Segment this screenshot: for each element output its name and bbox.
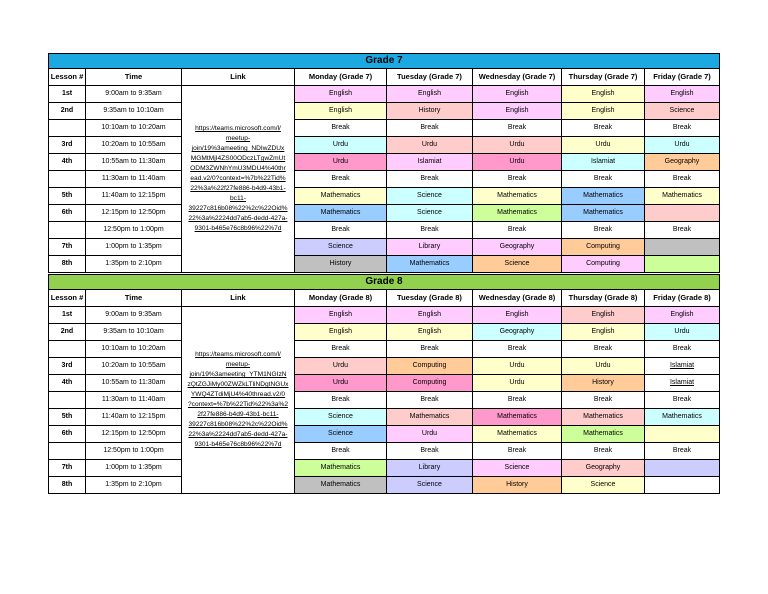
subject-cell: Science [473,460,562,477]
lesson-number: 6th [49,205,86,222]
meeting-link[interactable] [182,86,295,273]
subject-cell: English [562,307,645,324]
lesson-time: 11:30am to 11:40am [86,392,182,409]
subject-cell: Mathematics [473,409,562,426]
header-day: Friday (Grade 8) [645,290,720,307]
subject-cell: Urdu [562,137,645,154]
subject-cell: Computing [387,375,473,392]
lesson-time: 9:35am to 10:10am [86,324,182,341]
subject-cell: Urdu [387,137,473,154]
lesson-time: 10:20am to 10:55am [86,358,182,375]
header-time: Time [86,290,182,307]
subject-cell: Break [645,443,720,460]
subject-cell: Geography [562,460,645,477]
header-link: Link [182,69,295,86]
lesson-time: 12:50pm to 1:00pm [86,222,182,239]
table-row [49,443,720,460]
grade8-timetable [48,274,720,494]
subject-cell: English [387,324,473,341]
subject-cell: English [562,324,645,341]
table-row [49,341,720,358]
header-day: Thursday (Grade 8) [562,290,645,307]
lesson-time: 10:20am to 10:55am [86,137,182,154]
lesson-time: 9:35am to 10:10am [86,103,182,120]
header-day: Monday (Grade 8) [295,290,387,307]
subject-cell: Break [473,443,562,460]
meeting-link-line[interactable]: 22%3a%22f27fe886-b4d9-43b1- [190,185,286,192]
subject-cell: Geography [473,324,562,341]
subject-cell: Library [387,460,473,477]
header-day: Wednesday (Grade 8) [473,290,562,307]
lesson-number: 7th [49,239,86,256]
lesson-number [49,341,86,358]
subject-cell: Break [562,222,645,239]
subject-cell: English [295,307,387,324]
subject-cell: Science [473,256,562,273]
header-day: Tuesday (Grade 8) [387,290,473,307]
header-lesson: Lesson # [49,290,86,307]
subject-cell: Islamiat [562,154,645,171]
meeting-link-line[interactable]: 9301-b465e76c8b96%22%7d [194,225,282,232]
lesson-time: 9:00am to 9:35am [86,86,182,103]
lesson-time: 1:00pm to 1:35pm [86,239,182,256]
meeting-link-line[interactable]: 22%3a%2224dd7ab5-dedd-427a- [188,431,288,438]
subject-cell: English [295,86,387,103]
lesson-time: 11:40am to 12:15pm [86,409,182,426]
table-row [49,188,720,205]
subject-cell: Break [295,392,387,409]
grade8-title: Grade 8 [49,275,720,290]
table-row [49,307,720,324]
subject-cell: Break [645,341,720,358]
lesson-number: 4th [49,375,86,392]
table-row [49,426,720,443]
subject-cell: Mathematics [562,409,645,426]
lesson-time: 10:55am to 11:30am [86,375,182,392]
table-row [49,171,720,188]
meeting-link-line[interactable]: ODM3ZWNhYmU3MDU4%40thr [190,165,286,172]
subject-cell: English [387,307,473,324]
meeting-link-line[interactable]: meetup- [225,361,251,368]
table-row [49,409,720,426]
meeting-link-line[interactable]: ?context=%7b%22Tid%22%3a%2 [187,401,288,408]
grade7-title-row [49,54,720,69]
subject-cell: English [473,103,562,120]
subject-cell: History [473,477,562,494]
table-row [49,205,720,222]
subject-cell: Urdu [295,375,387,392]
subject-cell [645,239,720,256]
subject-cell: Science [387,188,473,205]
lesson-time: 10:10am to 10:20am [86,120,182,137]
subject-cell: Break [645,120,720,137]
lesson-number [49,120,86,137]
meeting-link-line[interactable]: 39227c816b08%22%2c%22Oid% [188,421,288,428]
subject-cell: Geography [645,154,720,171]
subject-cell: Islamiat [645,358,720,375]
subject-cell: Mathematics [387,256,473,273]
subject-cell: English [562,103,645,120]
subject-cell: Urdu [645,137,720,154]
lesson-number: 5th [49,188,86,205]
subject-cell: Mathematics [295,205,387,222]
subject-cell: Urdu [562,358,645,375]
subject-cell: Break [473,341,562,358]
subject-cell: Break [473,222,562,239]
lesson-number: 1st [49,307,86,324]
subject-cell: Mathematics [473,205,562,222]
header-day: Tuesday (Grade 7) [387,69,473,86]
subject-cell: History [562,375,645,392]
meeting-link-line[interactable]: https://teams.microsoft.com/l/ [195,351,281,358]
subject-cell: Break [562,341,645,358]
subject-cell: Break [295,222,387,239]
subject-cell: Computing [562,239,645,256]
subject-cell: English [295,103,387,120]
lesson-time: 10:10am to 10:20am [86,341,182,358]
lesson-number: 5th [49,409,86,426]
meeting-link-line[interactable]: 9301-b465e76c8b96%22%7d [194,441,282,448]
header-day: Friday (Grade 7) [645,69,720,86]
lesson-time: 1:35pm to 2:10pm [86,256,182,273]
subject-cell: Mathematics [562,188,645,205]
subject-cell: Urdu [473,358,562,375]
subject-cell [645,426,720,443]
subject-cell: Break [295,443,387,460]
grade7-header-row [49,69,720,86]
table-row [49,222,720,239]
subject-cell: Science [562,477,645,494]
subject-cell: Science [295,409,387,426]
subject-cell: Science [387,477,473,494]
meeting-link-line[interactable]: MGMtMjI4ZS00ODczLTgwZmUt [190,155,286,162]
subject-cell: Urdu [295,154,387,171]
table-row [49,477,720,494]
subject-cell: English [295,324,387,341]
subject-cell: Urdu [387,426,473,443]
lesson-number [49,392,86,409]
subject-cell: Urdu [473,137,562,154]
meeting-link-line[interactable]: bc11- [229,195,246,202]
subject-cell: Break [387,171,473,188]
subject-cell: Break [562,443,645,460]
subject-cell: Break [562,392,645,409]
subject-cell [645,477,720,494]
subject-cell: English [473,307,562,324]
subject-cell: Library [387,239,473,256]
meeting-link-line[interactable]: zQtZGJiMy00ZWZkLTliNDgtNGUx [187,381,289,388]
subject-cell: Urdu [295,137,387,154]
meeting-link-line[interactable]: 2f27fe886-b4d9-43b1-bc11- [197,411,279,418]
header-time: Time [86,69,182,86]
lesson-number: 4th [49,154,86,171]
table-row [49,239,720,256]
subject-cell: Mathematics [562,205,645,222]
subject-cell: Islamiat [387,154,473,171]
lesson-time: 10:55am to 11:30am [86,154,182,171]
lesson-number [49,171,86,188]
subject-cell: Urdu [645,324,720,341]
subject-cell: Mathematics [295,477,387,494]
subject-cell: Urdu [295,358,387,375]
subject-cell: Geography [473,239,562,256]
subject-cell: Mathematics [387,409,473,426]
lesson-number: 8th [49,256,86,273]
header-day: Thursday (Grade 7) [562,69,645,86]
table-row [49,358,720,375]
subject-cell: Urdu [473,154,562,171]
table-row [49,154,720,171]
lesson-time: 1:00pm to 1:35pm [86,460,182,477]
grade7-title: Grade 7 [49,54,720,69]
lesson-time: 9:00am to 9:35am [86,307,182,324]
table-row [49,392,720,409]
grade7-timetable [48,53,720,273]
subject-cell: Science [645,103,720,120]
lesson-time: 11:40am to 12:15pm [86,188,182,205]
subject-cell: Break [562,171,645,188]
subject-cell: History [387,103,473,120]
meeting-link-line[interactable]: YWQ4ZTdiMjU4%40thread.v2/0 [190,391,286,398]
lesson-time: 12:50pm to 1:00pm [86,443,182,460]
meeting-link-line[interactable]: join/19%3ameeting_YTM1NGIzN [189,371,287,378]
subject-cell: Break [645,171,720,188]
subject-cell: Urdu [473,375,562,392]
table-row [49,324,720,341]
lesson-number: 3rd [49,358,86,375]
meeting-link-line[interactable]: 39227c816b08%22%2c%22Oid% [188,205,288,212]
grade8-header-row [49,290,720,307]
table-row [49,103,720,120]
header-link: Link [182,290,295,307]
lesson-time: 12:15pm to 12:50pm [86,205,182,222]
table-row [49,137,720,154]
subject-cell: Break [295,341,387,358]
lesson-time: 12:15pm to 12:50pm [86,426,182,443]
subject-cell: Break [473,392,562,409]
lesson-number: 1st [49,86,86,103]
subject-cell: Break [387,443,473,460]
subject-cell: Mathematics [473,426,562,443]
subject-cell: English [473,86,562,103]
table-row [49,375,720,392]
subject-cell: Mathematics [645,188,720,205]
lesson-number [49,222,86,239]
lesson-number: 3rd [49,137,86,154]
subject-cell: English [645,307,720,324]
subject-cell: Computing [562,256,645,273]
subject-cell: Break [473,120,562,137]
lesson-number [49,443,86,460]
lesson-number: 2nd [49,103,86,120]
lesson-number: 2nd [49,324,86,341]
subject-cell [645,205,720,222]
meeting-link-line[interactable]: meetup- [225,135,251,142]
subject-cell: English [387,86,473,103]
subject-cell: Break [387,392,473,409]
subject-cell [645,256,720,273]
meeting-link-line[interactable]: 22%3a%2224dd7ab5-dedd-427a- [188,215,288,222]
meeting-link-line[interactable]: ead.v2/0?context=%7b%22Tid% [190,175,286,182]
subject-cell: English [645,86,720,103]
subject-cell: Break [295,171,387,188]
subject-cell: Islamiat [645,375,720,392]
subject-cell: Break [473,171,562,188]
subject-cell: Science [295,239,387,256]
table-row [49,120,720,137]
subject-cell [645,460,720,477]
header-day: Monday (Grade 7) [295,69,387,86]
subject-cell: Break [295,120,387,137]
lesson-number: 7th [49,460,86,477]
subject-cell: Break [562,120,645,137]
subject-cell: Break [387,341,473,358]
table-row [49,86,720,103]
subject-cell: Mathematics [645,409,720,426]
header-lesson: Lesson # [49,69,86,86]
subject-cell: History [295,256,387,273]
subject-cell: Break [387,120,473,137]
meeting-link[interactable] [182,307,295,494]
lesson-number: 6th [49,426,86,443]
table-row [49,256,720,273]
table-row [49,460,720,477]
grade8-title-row [49,275,720,290]
lesson-time: 1:35pm to 2:10pm [86,477,182,494]
subject-cell: Mathematics [295,460,387,477]
subject-cell: Mathematics [473,188,562,205]
lesson-time: 11:30am to 11:40am [86,171,182,188]
lesson-number: 8th [49,477,86,494]
subject-cell: Mathematics [562,426,645,443]
subject-cell: Break [645,392,720,409]
subject-cell: Computing [387,358,473,375]
subject-cell: Science [387,205,473,222]
meeting-link-line[interactable]: join/19%3ameeting_NDIwZDUx [191,145,285,152]
subject-cell: English [562,86,645,103]
subject-cell: Break [387,222,473,239]
subject-cell: Science [295,426,387,443]
meeting-link-line[interactable]: https://teams.microsoft.com/l/ [195,125,281,132]
subject-cell: Break [645,222,720,239]
subject-cell: Mathematics [295,188,387,205]
header-day: Wednesday (Grade 7) [473,69,562,86]
